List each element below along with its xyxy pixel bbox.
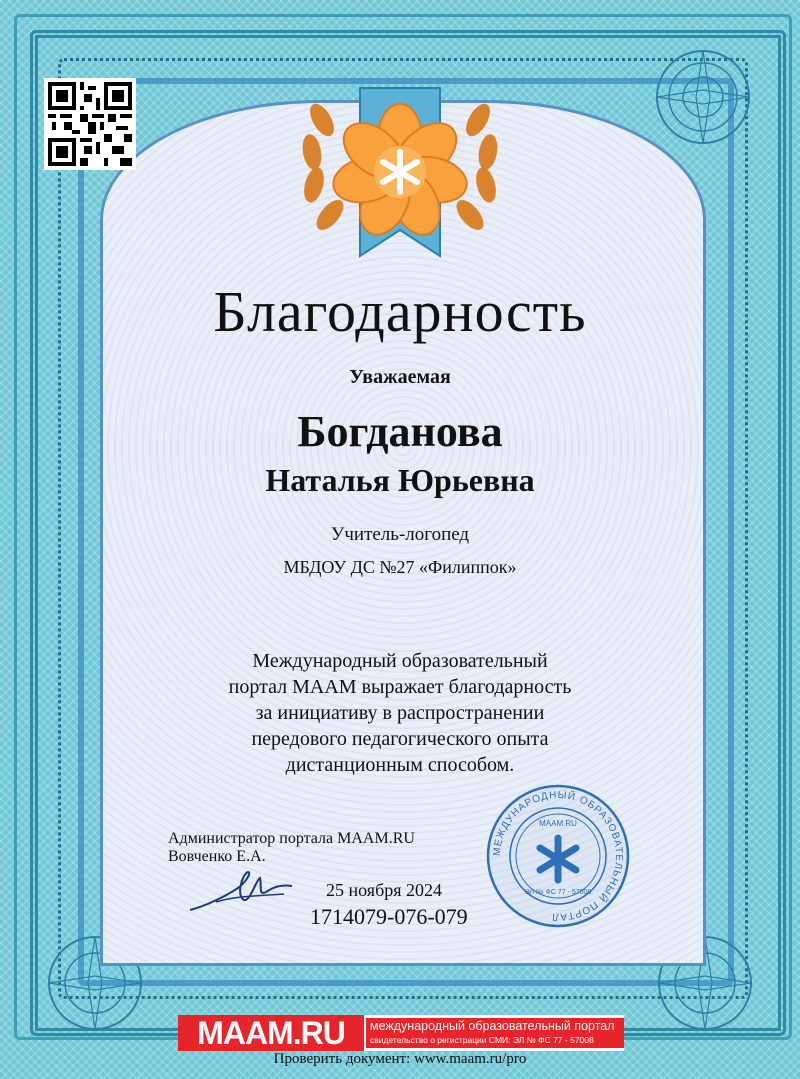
admin-name: Вовченко Е.А. (168, 848, 266, 865)
recipient-organization: МБДОУ ДС №27 «Филиппок» (283, 557, 517, 577)
footer-banner (178, 1015, 624, 1051)
footer-portal-line: международный образовательный портал (370, 1019, 615, 1033)
footer-info (366, 1018, 624, 1048)
recipient-given-names: Наталья Юрьевна (265, 462, 535, 498)
admin-title: Администратор портала MAAM.RU (168, 830, 415, 847)
issue-date: 25 ноября 2024 (326, 880, 443, 900)
body-line: портал МААМ выражает благодарность (228, 676, 572, 698)
certificate-body (100, 648, 700, 778)
greeting: Уважаемая (349, 366, 451, 388)
body-line: за инициативу в распространении (255, 702, 545, 724)
certificate-title: Благодарность (213, 279, 587, 344)
body-line: дистанционным способом. (285, 754, 515, 776)
footer-registration-line: свидетельство о регистрации СМИ: ЭЛ № ФС 77 - 57008 (370, 1035, 594, 1045)
stamp-ring-text: МЕЖДУНАРОДНЫЙ ОБРАЗОВАТЕЛЬНЫЙ ПОРТАЛ (491, 789, 625, 923)
maam-logo[interactable]: MAAM.RU (178, 1015, 364, 1051)
verify-link[interactable]: Проверить документ: www.maam.ru/pro (273, 1051, 527, 1067)
recipient-position: Учитель-логопед (330, 524, 470, 545)
body-line: передового педагогического опыта (251, 728, 549, 750)
body-line: Международный образовательный (252, 650, 548, 672)
stamp-reg-text: ЭЛ № ФС 77 - 57008 (524, 889, 592, 896)
flower-laurel-emblem-icon (282, 80, 518, 270)
admin-block (168, 830, 415, 866)
corner-rosette-icon (648, 42, 758, 152)
official-stamp-icon (484, 782, 632, 930)
stamp-inner-text: MAAM.RU (539, 819, 577, 828)
signature-icon (186, 866, 296, 916)
qr-code-icon[interactable] (44, 78, 136, 170)
document-number: 1714079-076-079 (310, 904, 468, 929)
recipient-surname: Богданова (297, 407, 503, 456)
